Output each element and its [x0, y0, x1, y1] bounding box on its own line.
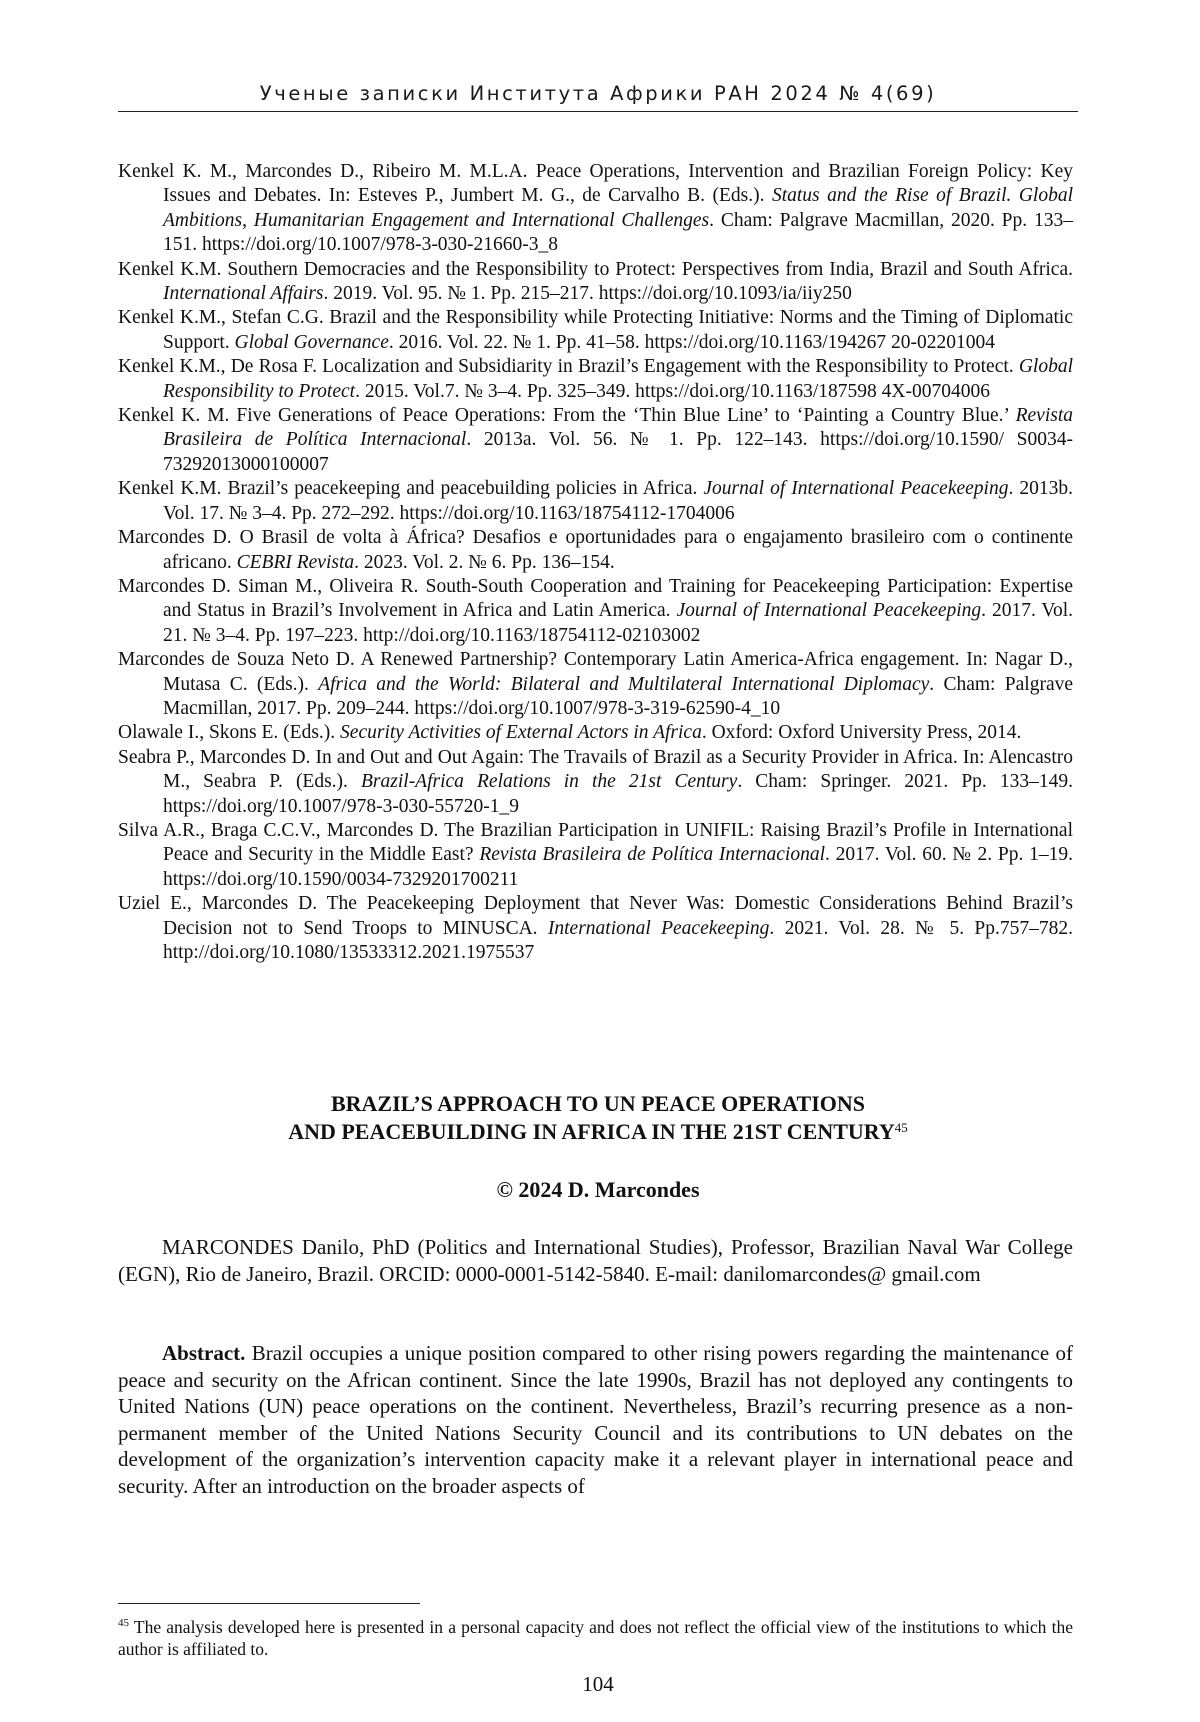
- footnote-text: The analysis developed here is presented in a personal capacity and does not reflect the official view of the institutions to which the author is affiliated to.: [118, 1616, 1073, 1659]
- copyright-line: © 2024 D. Marcondes: [496, 1177, 700, 1202]
- reference-list: [118, 160, 1073, 965]
- reference-item: Kenkel K. M., Marcondes D., Ribeiro M. M.L.A. Peace Operations, Intervention and Brazilian Foreign Policy: Key Issues and Debates. In: Esteves P., Jumbert M. G., de Carvalho B. (Eds.). Status and the Rise of Brazil. Global Ambitions, Humanitarian Engagement and International Challenges. Cham: Palgrave Macmillan, 2020. Pp. 133–151. https://doi.org/10.1007/978-3-030-21660-3_8: [118, 161, 1073, 256]
- footnote-number: 45: [118, 1617, 129, 1629]
- header-divider: [118, 111, 1078, 112]
- reference-item: Kenkel K. M. Five Generations of Peace Operations: From the ‘Thin Blue Line’ to ‘Painting a Country Blue.’ Revista Brasileira de Política Internacional. 2013a. Vol. 56. № 1. Pp. 122–143. https://doi.org/10.1590/ S0034-73292013000100007: [118, 405, 1073, 475]
- article-title-line: BRAZIL’S APPROACH TO UN PEACE OPERATIONS: [330, 1091, 865, 1116]
- reference-item: Kenkel K.M. Brazil’s peacekeeping and peacebuilding policies in Africa. Journal of International Peacekeeping. 2013b. Vol. 17. № 3–4. Pp. 272–292. https://doi.org/10.1163/18754112-1704006: [118, 478, 1074, 524]
- running-header: Ученые записки Института Африки РАН 2024 № 4(69): [259, 82, 937, 105]
- reference-item: Kenkel K.M. Southern Democracies and the Responsibility to Protect: Perspectives from India, Brazil and South Africa. International Affairs. 2019. Vol. 95. № 1. Pp. 215–217. https://doi.org/10.1093/ia/iiy250: [118, 258, 1073, 305]
- reference-item: Seabra P., Marcondes D. In and Out and Out Again: The Travails of Brazil as a Security Provider in Africa. In: Alencastro M., Seabra P. (Eds.). Brazil-Africa Relations in the 21st Century. Cham: Springer. 2021. Pp. 133–149. https://doi.org/10.1007/978-3-030-55720-1_9: [118, 746, 1074, 817]
- reference-item: Uziel E., Marcondes D. The Peacekeeping Deployment that Never Was: Domestic Considerations Behind Brazil’s Decision not to Send Troops to MINUSCA. International Peacekeeping. 2021. Vol. 28. № 5. Pp.757–782. http://doi.org/10.1080/13533312.2021.1975537: [118, 893, 1073, 963]
- article-title-line: AND PEACEBUILDING IN AFRICA IN THE 21ST CENTURY$^{45}$: [288, 1119, 908, 1144]
- footnote-divider: [118, 1603, 420, 1604]
- reference-item: Marcondes D. O Brasil de volta à África? Desafios e oportunidades para o engajamento brasileiro com o continente africano. CEBRI Revista. 2023. Vol. 2. № 6. Pp. 136–154.: [118, 527, 1073, 573]
- reference-item: Silva A.R., Braga C.C.V., Marcondes D. The Brazilian Participation in UNIFIL: Raising Brazil’s Profile in International Peace and Security in the Middle East? Revista Brasileira de Política Internacional. 2017. Vol. 60. № 2. Pp. 1–19. https://doi.org/10.1590/0034-7329201700211: [118, 819, 1073, 890]
- article-title: [118, 1090, 1078, 1146]
- reference-item: Kenkel K.M., De Rosa F. Localization and Subsidiarity in Brazil’s Engagement with the Responsibility to Protect. Global Responsibility to Protect. 2015. Vol.7. № 3–4. Pp. 325–349. https://doi.org/10.1163/187598 4X-00704006: [118, 356, 1073, 402]
- footnote-marker: 45: [894, 1120, 908, 1135]
- abstract-text: Brazil occupies a unique position compared to other rising powers regarding the maintenance of peace and security on the African continent. Since the late 1990s, Brazil has not deployed any contingents to United Nations (UN) peace operations on the continent. Nevertheless, Brazil’s recurring presence as a non-permanent member of the United Nations Security Council and its contributions to UN debates on the development of the organization’s intervention capacity make it a relevant player in international peace and security. After an introduction on the broader aspects of: [118, 1341, 1073, 1498]
- footnote: [118, 1612, 1073, 1660]
- page-number: 104: [582, 1672, 614, 1696]
- abstract: [118, 1340, 1073, 1500]
- reference-item: Kenkel K.M., Stefan C.G. Brazil and the Responsibility while Protecting Initiative: Norms and the Timing of Diplomatic Support. Global Governance. 2016. Vol. 22. № 1. Pp. 41–58. https://doi.org/10.1163/194267 20-02201004: [118, 307, 1073, 353]
- abstract-label: Abstract.: [162, 1341, 246, 1365]
- reference-item: Marcondes de Souza Neto D. A Renewed Partnership? Contemporary Latin America-Africa engagement. In: Nagar D., Mutasa C. (Eds.). Africa and the World: Bilateral and Multilateral International Diplomacy. Cham: Palgrave Macmillan, 2017. Pp. 209–244. https://doi.org/10.1007/978-3-319-62590-4_10: [118, 649, 1073, 719]
- reference-item: Marcondes D. Siman M., Oliveira R. South-South Cooperation and Training for Peacekeeping Participation: Expertise and Status in Brazil’s Involvement in Africa and Latin America. Journal of International Peacekeeping. 2017. Vol. 21. № 3–4. Pp. 197–223. http://doi.org/10.1163/18754112-02103002: [118, 575, 1074, 646]
- reference-item: Olawale I., Skons E. (Eds.). Security Activities of External Actors in Africa. Oxford: Oxford University Press, 2014.: [118, 722, 1022, 744]
- author-info: MARCONDES Danilo, PhD (Politics and International Studies), Professor, Brazilian Naval War College (EGN), Rio de Janeiro, Brazil. ORCID: 0000-0001-5142-5840. E-mail: danilomarcondes@ gmail.com: [118, 1235, 1073, 1286]
